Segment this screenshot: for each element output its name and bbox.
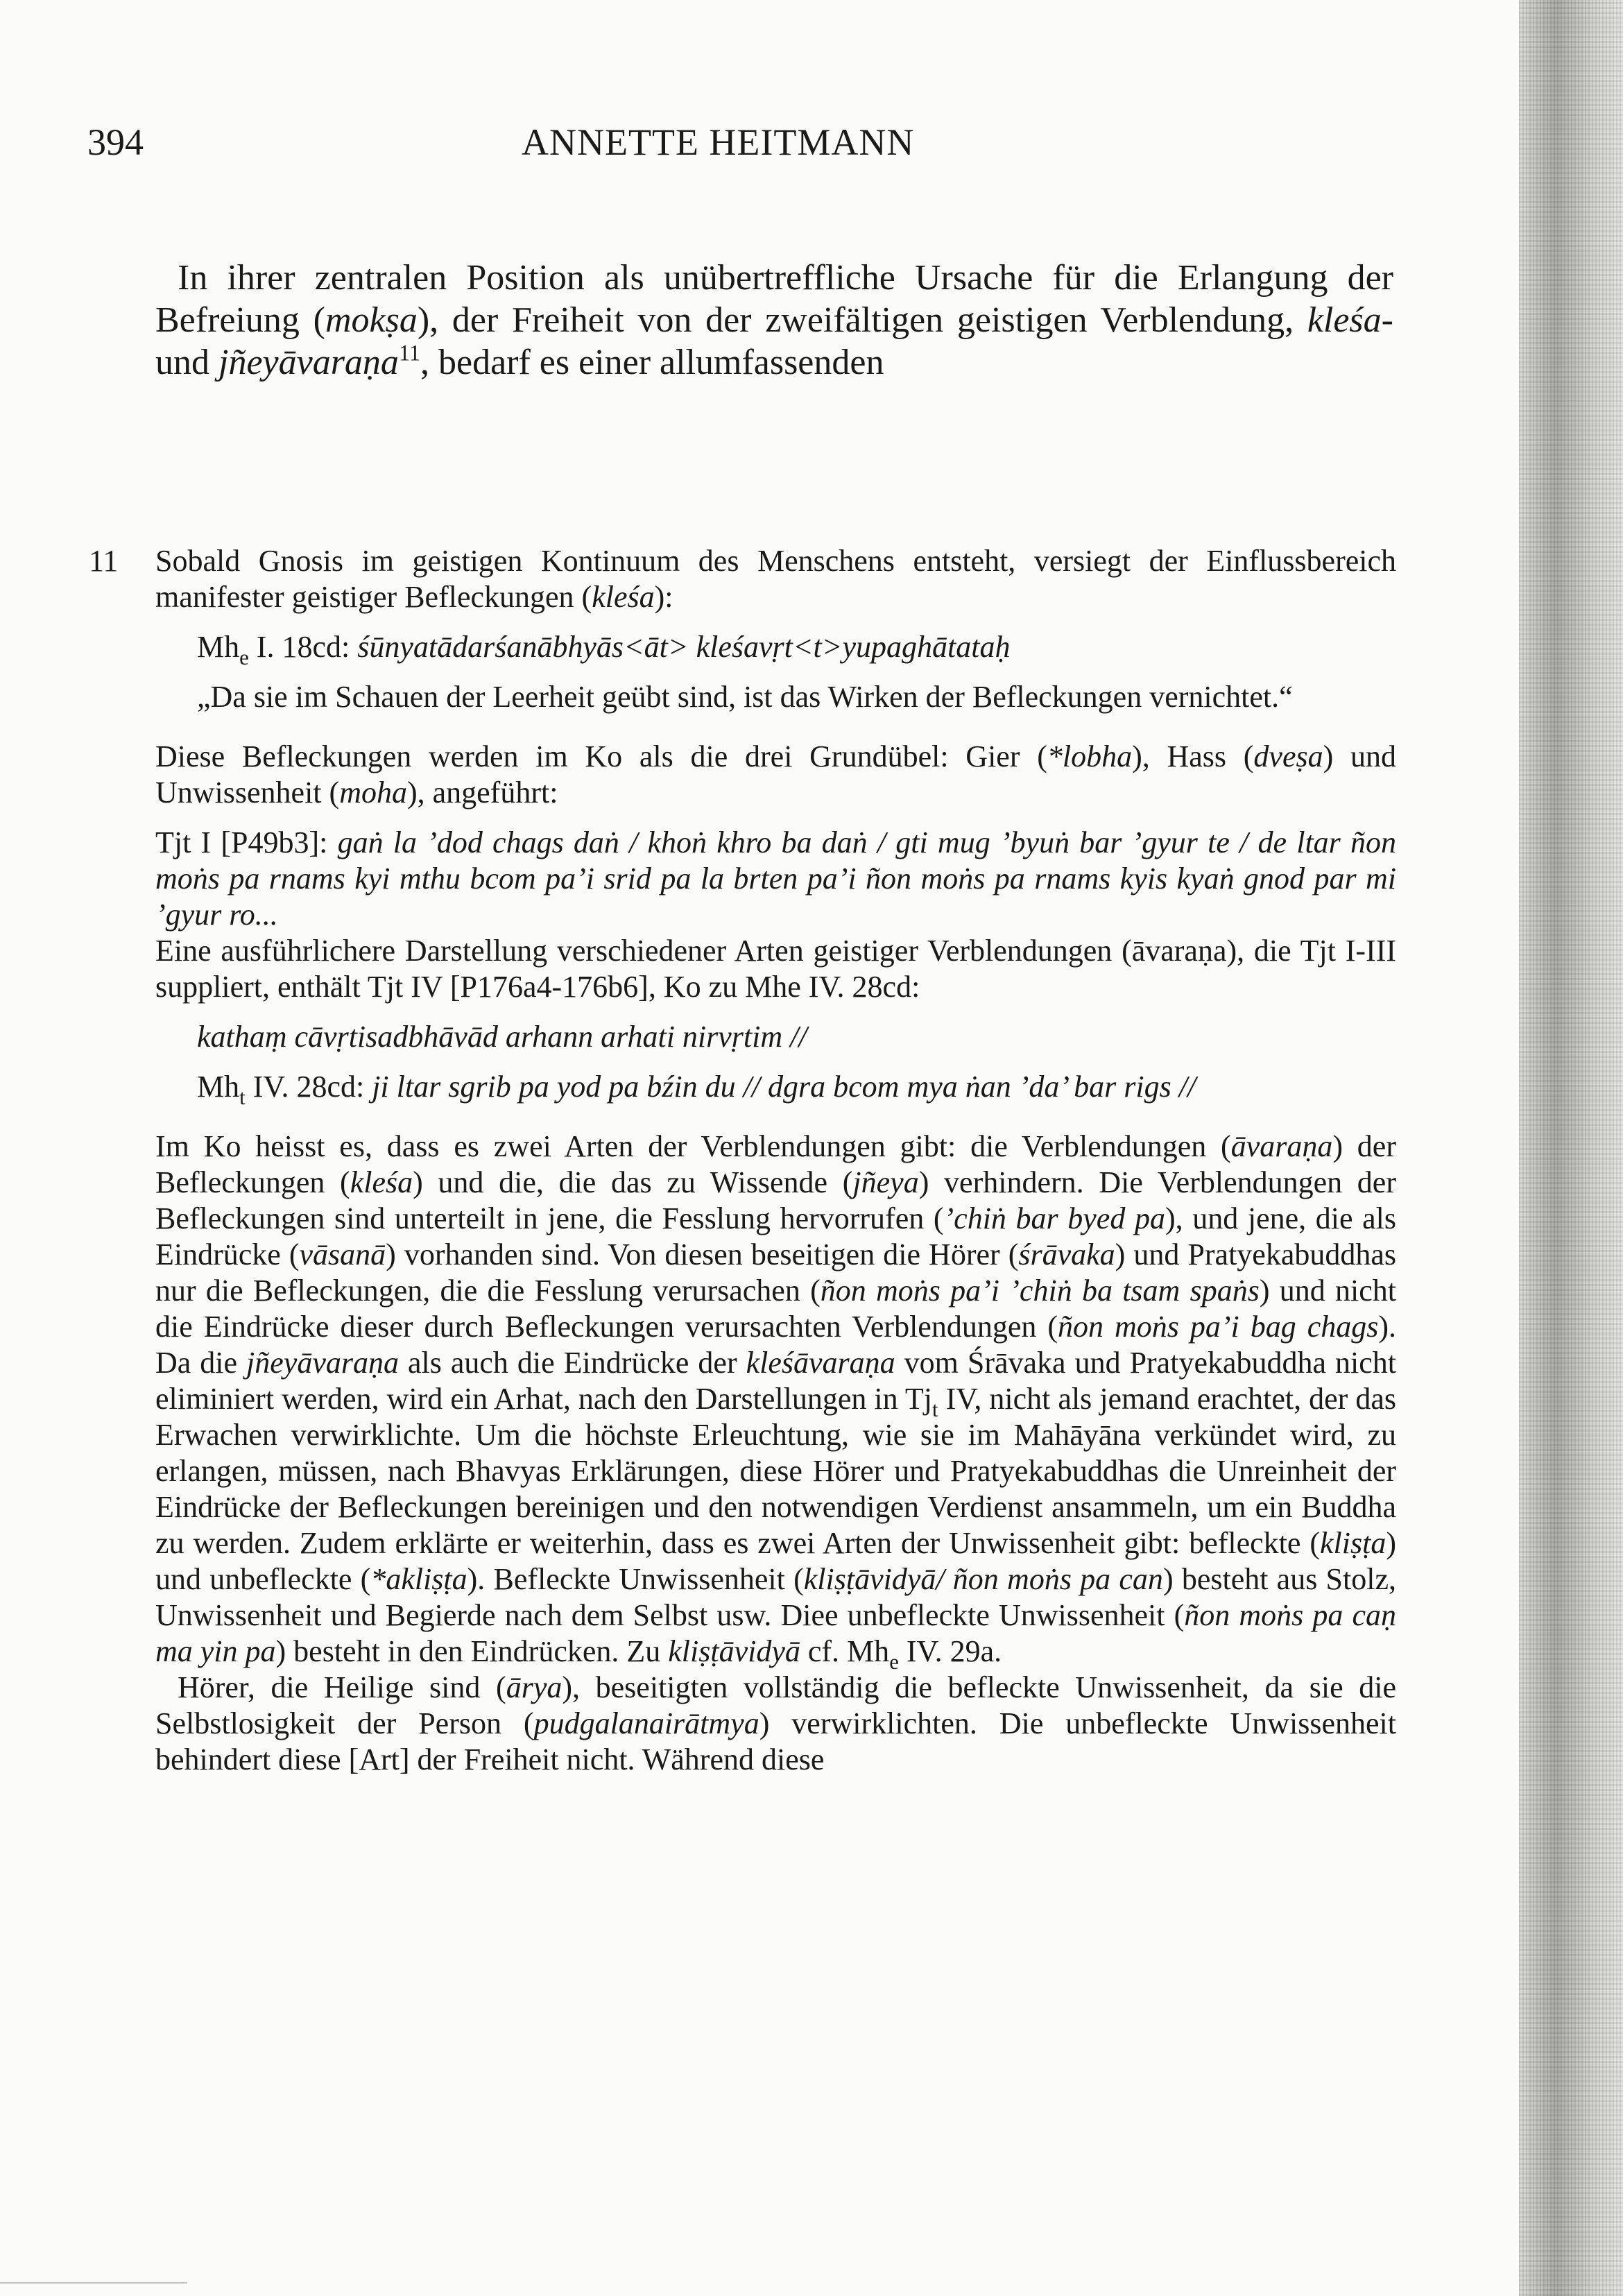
sanskrit-quote-1: $Mh_e$ I. 18cd: śūnyatādarśanābhyās<āt> kleśavṛt<t>yupaghātataḥ (197, 630, 1011, 669)
running-head-author: ANNETTE HEITMANN (522, 121, 915, 163)
page-number: 394 (87, 121, 144, 163)
main-paragraph: In ihrer zentralen Position als unübertreffliche Ursache für die Erlangung der Befreiung (mokṣa), der Freiheit von der zweifältigen geistigen Verblendung, kleśa- und jñeyāvaraṇa$^{11}$, bedarf es einer allumfassenden (155, 258, 1393, 382)
footnote-paragraph-4: Eine ausführlichere Darstellung verschiedener Arten geistiger Verblendungen (āvaraṇa), die Tjt I-III suppliert, enthält Tjt IV [P176a4-176b6], Ko zu Mhe IV. 28cd: (155, 934, 1396, 1004)
footnote-ref[interactable]: 11 (398, 340, 420, 366)
footnote-paragraph-6: Hörer, die Heilige sind (ārya), beseitigten vollständig die befleckte Unwissenheit, da sie die Selbstlosigkeit der Person (pudgalanairātmya) verwirklichten. Die unbefleckte Unwissenheit behindert diese [Art] der Freiheit nicht. Während diese (155, 1670, 1397, 1776)
bottom-rule (0, 2282, 187, 2284)
translation-quote: „Da sie im Schauen der Leerheit geübt sind, ist das Wirken der Befleckungen vernichtet.“ (197, 680, 1293, 714)
sanskrit-quote-2: kathaṃ cāvṛtisadbhāvād arhann arhati nirvṛtim // (197, 1020, 807, 1054)
footnote-body (155, 543, 1396, 1778)
tibetan-citation: Tjt I [P49b3]: gaṅ la ’dod chags daṅ / khoṅ khro ba daṅ / gti mug ’byuṅ bar ’gyur te / de ltar ñon moṅs pa rnams kyi mthu bcom pa’i srid pa la brten pa’i ñon moṅs pa rnams kyis kyaṅ gnod par mi ’gyur ro... (155, 825, 1396, 932)
scan-shadow-edge (1519, 0, 1623, 2296)
footnote-paragraph-5: Im Ko heisst es, dass es zwei Arten der Verblendungen gibt: die Verblendungen (āvaraṇa) der Befleckungen (kleśa) und die, die das zu Wissende (jñeya) verhindern. Die Verblendungen der Befleckungen sind unterteilt in jene, die Fesslung hervorrufen (’chiṅ bar byed pa), und jene, die als Eindrücke (vāsanā) vorhanden sind. Von diesen beseitigen die Hörer (śrāvaka) und Pratyekabuddhas nur die Befleckungen, die die Fesslung verursachen (ñon moṅs pa’i ’chiṅ ba tsam spaṅs) und nicht die Eindrücke dieser durch Befleckungen verursachten Verblendungen (ñon moṅs pa’i bag chags). Da die jñeyāvaraṇa als auch die Eindrücke der kleśāvaraṇa vom Śrāvaka und Pratyekabuddha nicht eliminiert werden, wird ein Arhat, nach den Darstellungen in $Tj_t$ IV, nicht als jemand erachtet, der das Erwachen verwirklichte. Um die höchste Erleuchtung, wie sie im Mahāyāna verkündet wird, zu erlangen, müssen, nach Bhavyas Erklärungen, diese Hörer und Pratyekabuddhas die Unreinheit der Eindrücke der Befleckungen bereinigen und den notwendigen Verdienst ansammeln, um ein Buddha zu werden. Zudem erklärte er weiterhin, dass es zwei Arten der Unwissenheit gibt: befleckte (kliṣṭa) und unbefleckte (*akliṣṭa). Befleckte Unwissenheit (kliṣṭāvidyā/ ñon moṅs pa can) besteht aus Stolz, Unwissenheit und Begierde nach dem Selbst usw. Diee unbefleckte Unwissenheit (ñon moṅs pa caṇ ma yin pa) besteht in den Eindrücken. Zu kliṣṭāvidyā cf. $Mh_e$ IV. 29a. (155, 1129, 1397, 1674)
tibetan-quote-2: $Mh_t$ IV. 28cd: ji ltar sgrib pa yod pa bźin du // dgra bcom mya ṅan ’da’ bar rigs // (197, 1070, 1196, 1109)
footnote-paragraph-2: Diese Befleckungen werden im Ko als die drei Grundübel: Gier (*lobha), Hass (dveṣa) und Unwissenheit (moha), angeführt: (155, 739, 1396, 809)
footnote-intro: Sobald Gnosis im geistigen Kontinuum des Menschens entsteht, versiegt der Einflussbereich manifester geistiger Befleckungen (kleśa): (155, 544, 1396, 614)
footnote-11 (89, 543, 1396, 1778)
footnote-number: 11 (89, 544, 119, 578)
main-text (155, 257, 1393, 384)
